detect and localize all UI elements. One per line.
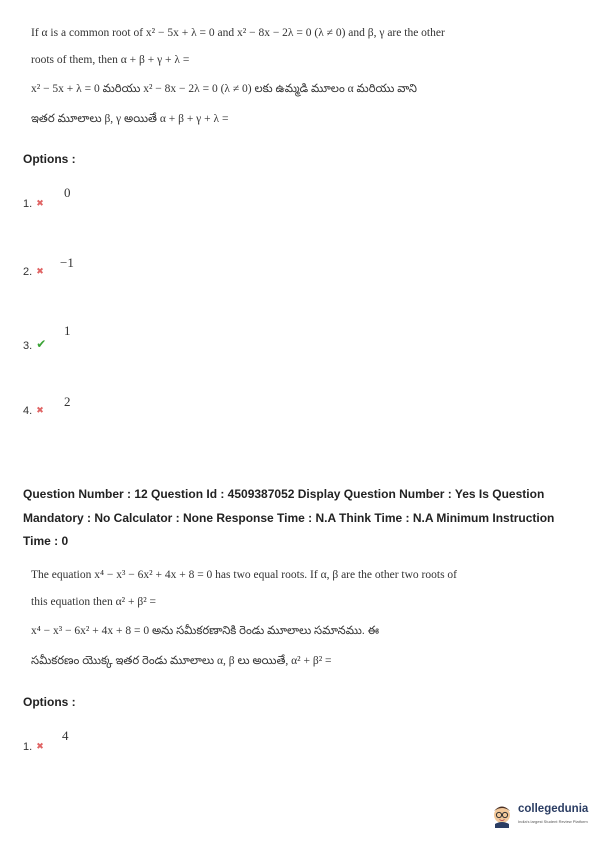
- option-3-number: 3.: [23, 340, 33, 352]
- option-1[interactable]: [23, 741, 44, 753]
- option-2-number: 2.: [23, 266, 33, 278]
- question-12-text-line-1: The equation x⁴ − x³ − 6x² + 4x + 8 = 0 has two equal roots. If α, β are the other two roots of: [31, 569, 457, 581]
- question-12-telugu-line-2: సమీకరణం యొక్క ఇతర రెండు మూలాలు α, β లు అయితే, α² + β² =: [31, 655, 332, 667]
- option-3[interactable]: [23, 337, 46, 352]
- question-1-text-line-2: roots of them, then α + β + γ + λ =: [31, 54, 190, 66]
- question-1-text-line-1: If α is a common root of x² − 5x + λ = 0 and x² − 8x − 2λ = 0 (λ ≠ 0) and β, γ are the other: [31, 27, 445, 39]
- cross-icon: ✖: [36, 266, 44, 276]
- option-4[interactable]: [23, 405, 44, 417]
- logo-tagline: India's largest Student Review Platform: [518, 819, 588, 824]
- option-1[interactable]: [23, 198, 44, 210]
- option-3-value: 1: [64, 323, 71, 338]
- option-1-value: 0: [64, 185, 71, 200]
- cross-icon: ✖: [36, 198, 44, 208]
- option-1-value: 4: [62, 728, 69, 743]
- question-1-telugu-line-1: x² − 5x + λ = 0 మరియు x² − 8x − 2λ = 0 (λ ≠ 0) లకు ఉమ్మడి మూలం α మరియు వాని: [31, 83, 417, 95]
- option-4-value: 2: [64, 394, 71, 409]
- logo-name: collegedunia: [518, 803, 589, 815]
- cross-icon: ✖: [36, 741, 44, 751]
- option-4-number: 4.: [23, 405, 33, 417]
- mascot-icon: [491, 800, 513, 828]
- question-12-telugu-line-1: x⁴ − x³ − 6x² + 4x + 8 = 0 అను సమీకరణానికి రెండు మూలాలు సమానము. ఈ: [31, 625, 380, 637]
- question-1-telugu-line-2: ఇతర మూలాలు β, γ అయితే α + β + γ + λ =: [31, 113, 229, 125]
- cross-icon: ✖: [36, 405, 44, 415]
- check-icon: ✔: [36, 337, 47, 351]
- options-label: Options :: [23, 152, 76, 166]
- question-12-metadata: Question Number : 12 Question Id : 4509387052 Display Question Number : Yes Is Question Mandatory : No Calculator : None Response Time : N.A Think Time : N.A Minimum Instruction Time : 0: [23, 487, 555, 548]
- options-label: Options :: [23, 695, 76, 709]
- collegedunia-logo: [491, 800, 589, 832]
- option-1-number: 1.: [23, 198, 33, 210]
- option-2-value: −1: [60, 255, 74, 270]
- option-1-number: 1.: [23, 741, 33, 753]
- question-12-text-line-2: this equation then α² + β² =: [31, 596, 157, 608]
- option-2[interactable]: [23, 266, 44, 278]
